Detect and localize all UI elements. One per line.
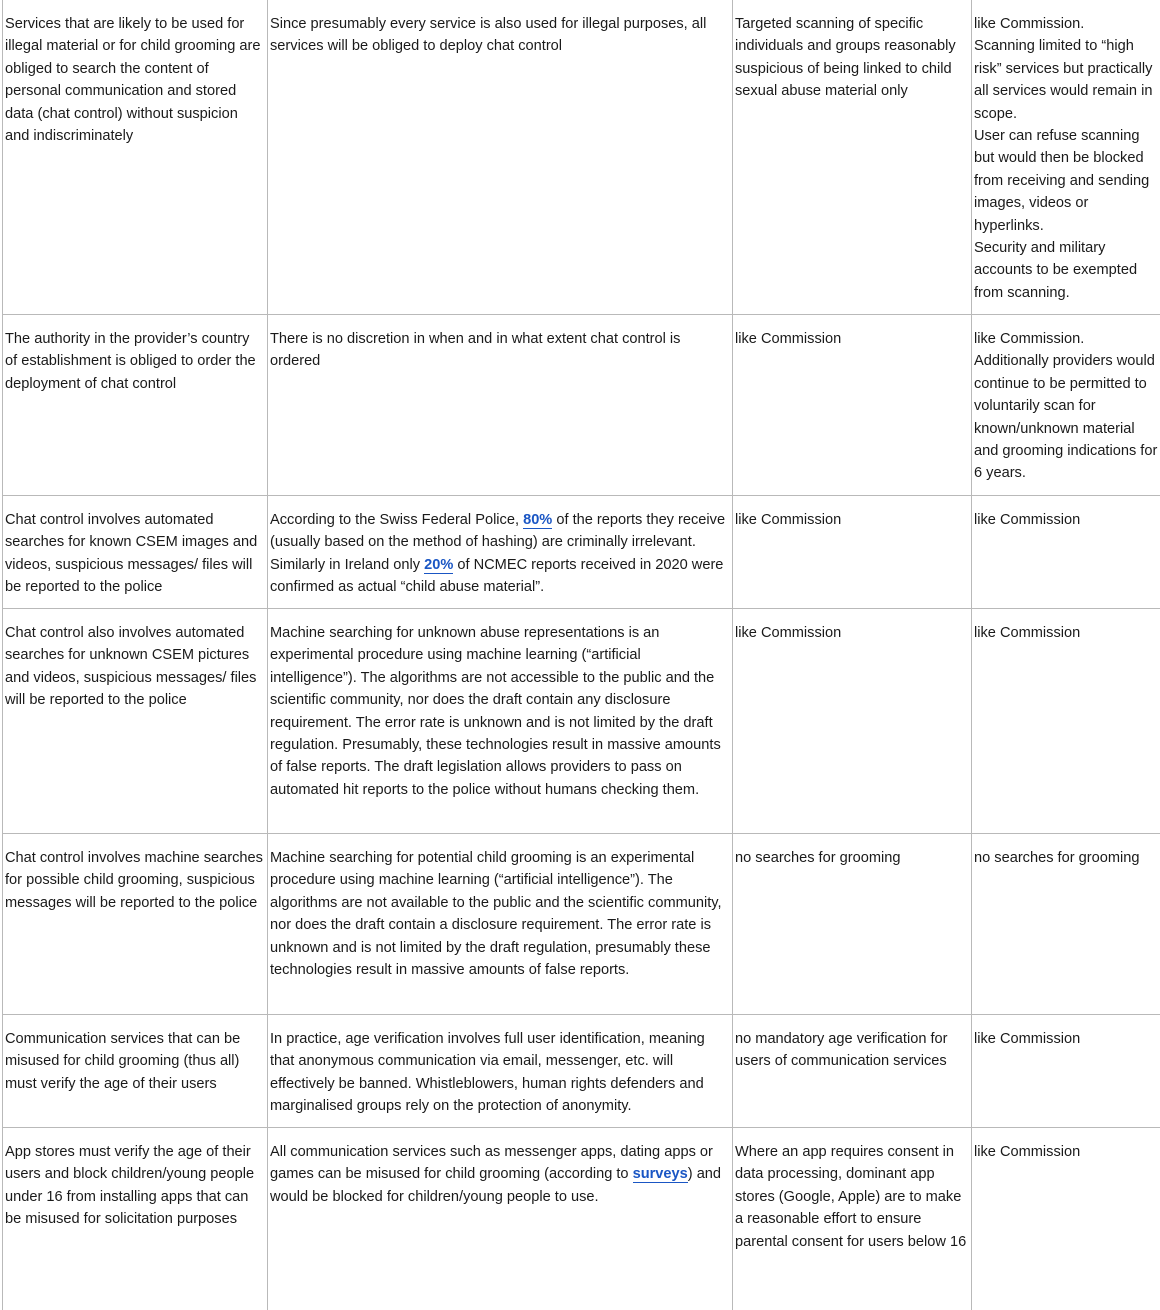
critique-text: of NCMEC reports received in 2020 were confirmed as actual “child abuse material”.: [270, 557, 723, 595]
commission-cell: Communication services that can be misused for child grooming (thus all) must verify the age of their users: [3, 1015, 268, 1128]
critique-text: ) and would be blocked for children/young people to use.: [270, 1166, 721, 1204]
table-row: [3, 496, 1160, 609]
table-row: [3, 609, 1160, 834]
table-row: [3, 1015, 1160, 1128]
comparison-table: [2, 0, 1160, 1310]
critique-text: According to the Swiss Federal Police,: [270, 512, 523, 528]
critique-text: All communication services such as messenger apps, dating apps or games can be misused for child grooming (according to: [270, 1144, 713, 1182]
commission-cell: Chat control also involves automated searches for unknown CSEM pictures and videos, suspicious messages/ files will be reported to the police: [3, 609, 268, 834]
critique-text: of the reports they receive (usually based on the method of hashing) are criminally irrelevant. Similarly in Ireland only: [270, 512, 725, 573]
table-row: [3, 1128, 1160, 1310]
critique-cell: Machine searching for unknown abuse representations is an experimental procedure using machine learning (“artificial intelligence”). The algorithms are not accessible to the public and the scientific community, nor does the draft contain any disclosure requirement. The error rate is unknown and is not limited by the draft regulation. Presumably, these technologies result in massive amounts of false reports. The draft legislation allows providers to pass on automated hit reports to the police without humans checking them.: [268, 609, 733, 834]
council-cell: like Commission: [972, 609, 1160, 834]
commission-cell: Services that are likely to be used for illegal material or for child grooming are obliged to search the content of personal communication and stored data (chat control) without suspicion and indiscriminately: [3, 0, 268, 315]
critique-cell: Machine searching for potential child grooming is an experimental procedure using machine learning (“artificial intelligence”). The algorithms are not available to the public and the scientific community, nor does the draft contain a disclosure requirement. The error rate is unknown and is not limited by the draft regulation, presumably these technologies result in massive amounts of false reports.: [268, 834, 733, 1015]
source-link-20-percent[interactable]: 20%: [424, 557, 453, 574]
commission-cell: The authority in the provider’s country of establishment is obliged to order the deployment of chat control: [3, 315, 268, 496]
commission-cell: Chat control involves machine searches for possible child grooming, suspicious messages will be reported to the police: [3, 834, 268, 1015]
parliament-cell: like Commission: [733, 315, 972, 496]
table-row: [3, 0, 1160, 315]
table-row: [3, 834, 1160, 1015]
parliament-cell: like Commission: [733, 496, 972, 609]
parliament-cell: no searches for grooming: [733, 834, 972, 1015]
council-cell: no searches for grooming: [972, 834, 1160, 1015]
council-cell: like Commission: [972, 496, 1160, 609]
critique-cell: Since presumably every service is also used for illegal purposes, all services will be obliged to deploy chat control: [268, 0, 733, 315]
council-cell: like Commission. Additionally providers would continue to be permitted to voluntarily scan for known/unknown material and grooming indications for 6 years.: [972, 315, 1160, 496]
critique-cell: [268, 496, 733, 609]
parliament-cell: Where an app requires consent in data processing, dominant app stores (Google, Apple) are to make a reasonable effort to ensure parental consent for users below 16: [733, 1128, 972, 1310]
parliament-cell: no mandatory age verification for users of communication services: [733, 1015, 972, 1128]
critique-cell: In practice, age verification involves full user identification, meaning that anonymous communication via email, messenger, etc. will effectively be banned. Whistleblowers, human rights defenders and marginalised groups rely on the protection of anonymity.: [268, 1015, 733, 1128]
parliament-cell: like Commission: [733, 609, 972, 834]
council-cell: like Commission: [972, 1015, 1160, 1128]
commission-cell: App stores must verify the age of their users and block children/young people under 16 from installing apps that can be misused for solicitation purposes: [3, 1128, 268, 1310]
council-cell: like Commission. Scanning limited to “high risk” services but practically all services would remain in scope. User can refuse scanning but would then be blocked from receiving and sending images, videos or hyperlinks. Security and military accounts to be exempted from scanning.: [972, 0, 1160, 315]
source-link-80-percent[interactable]: 80%: [523, 512, 552, 529]
commission-cell: Chat control involves automated searches for known CSEM images and videos, suspicious messages/ files will be reported to the police: [3, 496, 268, 609]
table-row: [3, 315, 1160, 496]
critique-cell: [268, 1128, 733, 1310]
critique-cell: There is no discretion in when and in what extent chat control is ordered: [268, 315, 733, 496]
council-cell: like Commission: [972, 1128, 1160, 1310]
parliament-cell: Targeted scanning of specific individuals and groups reasonably suspicious of being linked to child sexual abuse material only: [733, 0, 972, 315]
surveys-link[interactable]: surveys: [633, 1166, 688, 1183]
